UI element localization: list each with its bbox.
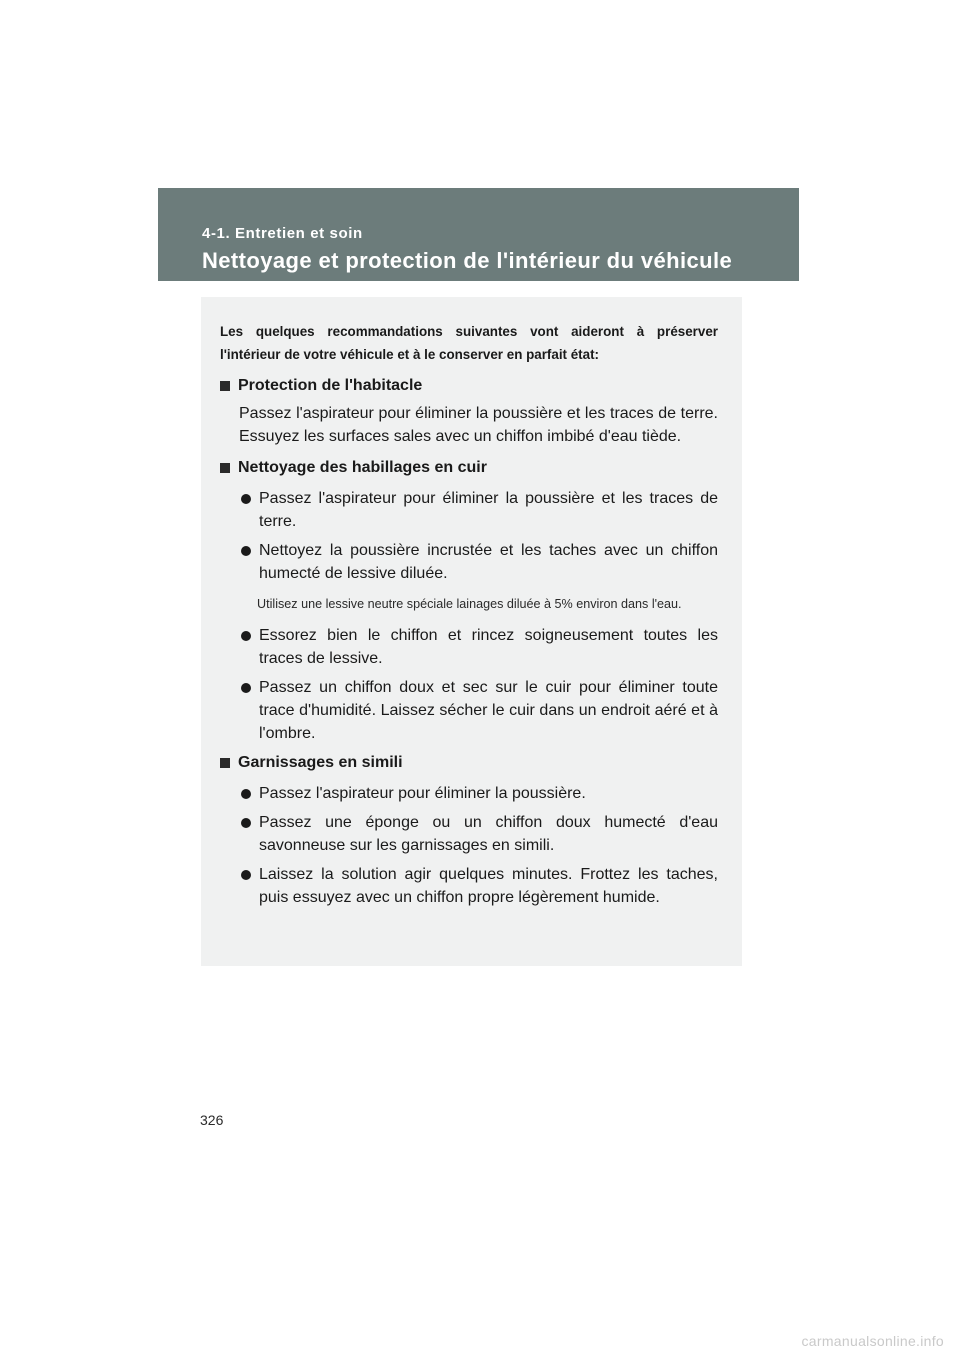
list-item xyxy=(239,863,718,909)
section-heading-text: Protection de l'habitacle xyxy=(238,376,423,394)
section-heading xyxy=(220,454,718,481)
section-synthetic-upholstery xyxy=(220,749,718,909)
chapter-header xyxy=(158,188,799,281)
square-bullet-icon xyxy=(220,758,230,768)
round-bullet-icon xyxy=(241,818,251,828)
section-heading xyxy=(220,749,718,776)
square-bullet-icon xyxy=(220,463,230,473)
list-item-text: Nettoyez la poussière incrustée et les taches avec un chiffon humecté de lessive diluée. xyxy=(259,542,718,582)
list-item xyxy=(239,811,718,857)
section-heading xyxy=(220,372,718,399)
round-bullet-icon xyxy=(241,546,251,556)
list-item-text: Passez l'aspirateur pour éliminer la poussière. xyxy=(259,785,586,802)
page-title: Nettoyage et protection de l'intérieur du véhicule xyxy=(202,248,733,273)
watermark: carmanualsonline.info xyxy=(801,1333,944,1349)
round-bullet-icon xyxy=(241,631,251,641)
list-item-text: Passez l'aspirateur pour éliminer la poussière et les traces de terre. xyxy=(259,490,718,530)
round-bullet-icon xyxy=(241,870,251,880)
section-cabin-protection xyxy=(220,372,718,448)
round-bullet-icon xyxy=(241,789,251,799)
list-item xyxy=(239,624,718,670)
content-box xyxy=(201,297,742,966)
list-item-text: Laissez la solution agir quelques minutes. Frottez les taches, puis essuyez avec un chiffon propre légèrement humide. xyxy=(259,866,718,906)
page-number: 326 xyxy=(200,1112,224,1128)
list-item xyxy=(239,539,718,585)
square-bullet-icon xyxy=(220,381,230,391)
list-item xyxy=(239,676,718,745)
list-item-text: Essorez bien le chiffon et rincez soigneusement toutes les traces de lessive. xyxy=(259,627,718,667)
intro-text: Les quelques recommandations suivantes vont aideront à préserver l'intérieur de votre véhicule et à le conserver en parfait état: xyxy=(220,324,718,362)
list-item-text: Passez un chiffon doux et sec sur le cuir pour éliminer toute trace d'humidité. Laissez sécher le cuir dans un endroit aéré et à l'ombre. xyxy=(259,679,718,742)
section-paragraph: Passez l'aspirateur pour éliminer la poussière et les traces de terre. Essuyez les surfaces sales avec un chiffon imbibé d'eau tiède. xyxy=(239,405,718,445)
list-item-text: Passez une éponge ou un chiffon doux humecté d'eau savonneuse sur les garnissages en simili. xyxy=(259,814,718,854)
section-label: 4-1. Entretien et soin xyxy=(202,225,363,242)
list-item xyxy=(239,782,718,805)
section-heading-text: Nettoyage des habillages en cuir xyxy=(238,458,487,476)
detergent-note: Utilisez une lessive neutre spéciale lainages diluée à 5% environ dans l'eau. xyxy=(257,597,682,611)
round-bullet-icon xyxy=(241,494,251,504)
round-bullet-icon xyxy=(241,683,251,693)
section-heading-text: Garnissages en simili xyxy=(238,753,403,771)
section-leather-cleaning xyxy=(220,454,718,745)
list-item xyxy=(239,487,718,533)
